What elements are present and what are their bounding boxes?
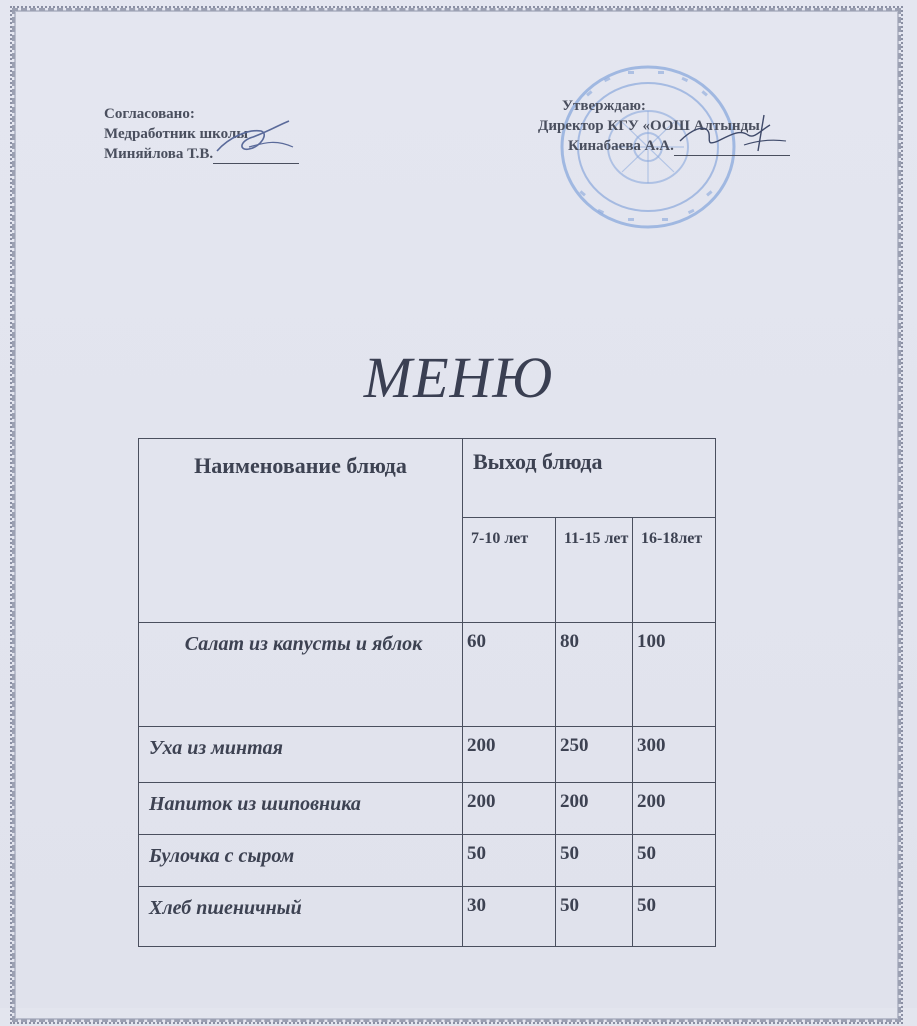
dish-value: 50 <box>463 835 556 887</box>
header-age-7-10: 7-10 лет <box>463 518 556 623</box>
approval-block-left <box>104 104 299 164</box>
dish-name: Напиток из шиповника <box>139 783 463 835</box>
signature-right-icon <box>674 111 790 157</box>
page-title: МЕНЮ <box>363 345 554 410</box>
table-row <box>139 727 716 783</box>
header-age-11-15: 11-15 лет <box>556 518 633 623</box>
dish-value: 200 <box>556 783 633 835</box>
approval-left-line3-wrap <box>104 144 299 164</box>
table-row <box>139 783 716 835</box>
table-row <box>139 887 716 947</box>
dish-name: Салат из капусты и яблок <box>139 623 463 727</box>
approval-right-line2: Директор КГУ «ООШ Алтынды <box>538 118 760 134</box>
header-dish-name: Наименование блюда <box>139 439 463 623</box>
approval-left-line3: Миняйлова Т.В. <box>104 146 214 162</box>
dish-value: 100 <box>633 623 716 727</box>
approval-right-line3-wrap <box>538 136 790 156</box>
dish-value: 200 <box>463 783 556 835</box>
approval-block-right <box>538 96 790 156</box>
dish-value: 50 <box>556 835 633 887</box>
dish-value: 50 <box>556 887 633 947</box>
signature-line-right <box>674 139 790 156</box>
dish-value: 250 <box>556 727 633 783</box>
dish-name: Хлеб пшеничный <box>139 887 463 947</box>
dish-value: 30 <box>463 887 556 947</box>
dish-value: 60 <box>463 623 556 727</box>
dish-name: Уха из минтая <box>139 727 463 783</box>
dish-value: 50 <box>633 887 716 947</box>
dish-value: 50 <box>633 835 716 887</box>
dish-value: 200 <box>633 783 716 835</box>
approval-left-line2: Медработник школы <box>104 126 249 142</box>
header-age-16-18: 16-18лет <box>633 518 716 623</box>
dish-name: Булочка с сыром <box>139 835 463 887</box>
dish-value: 200 <box>463 727 556 783</box>
signature-line-left <box>213 147 299 164</box>
signature-left-icon <box>209 117 299 161</box>
approval-right-line1: Утверждаю: <box>562 98 646 114</box>
approval-right-line3: Кинабаева А.А. <box>568 138 674 154</box>
menu-table <box>138 438 716 947</box>
approval-left-line1: Согласовано: <box>104 106 195 122</box>
table-row <box>139 835 716 887</box>
header-output: Выход блюда <box>463 439 716 518</box>
dish-value: 300 <box>633 727 716 783</box>
table-header-row <box>139 439 716 518</box>
table-row <box>139 623 716 727</box>
dish-value: 80 <box>556 623 633 727</box>
